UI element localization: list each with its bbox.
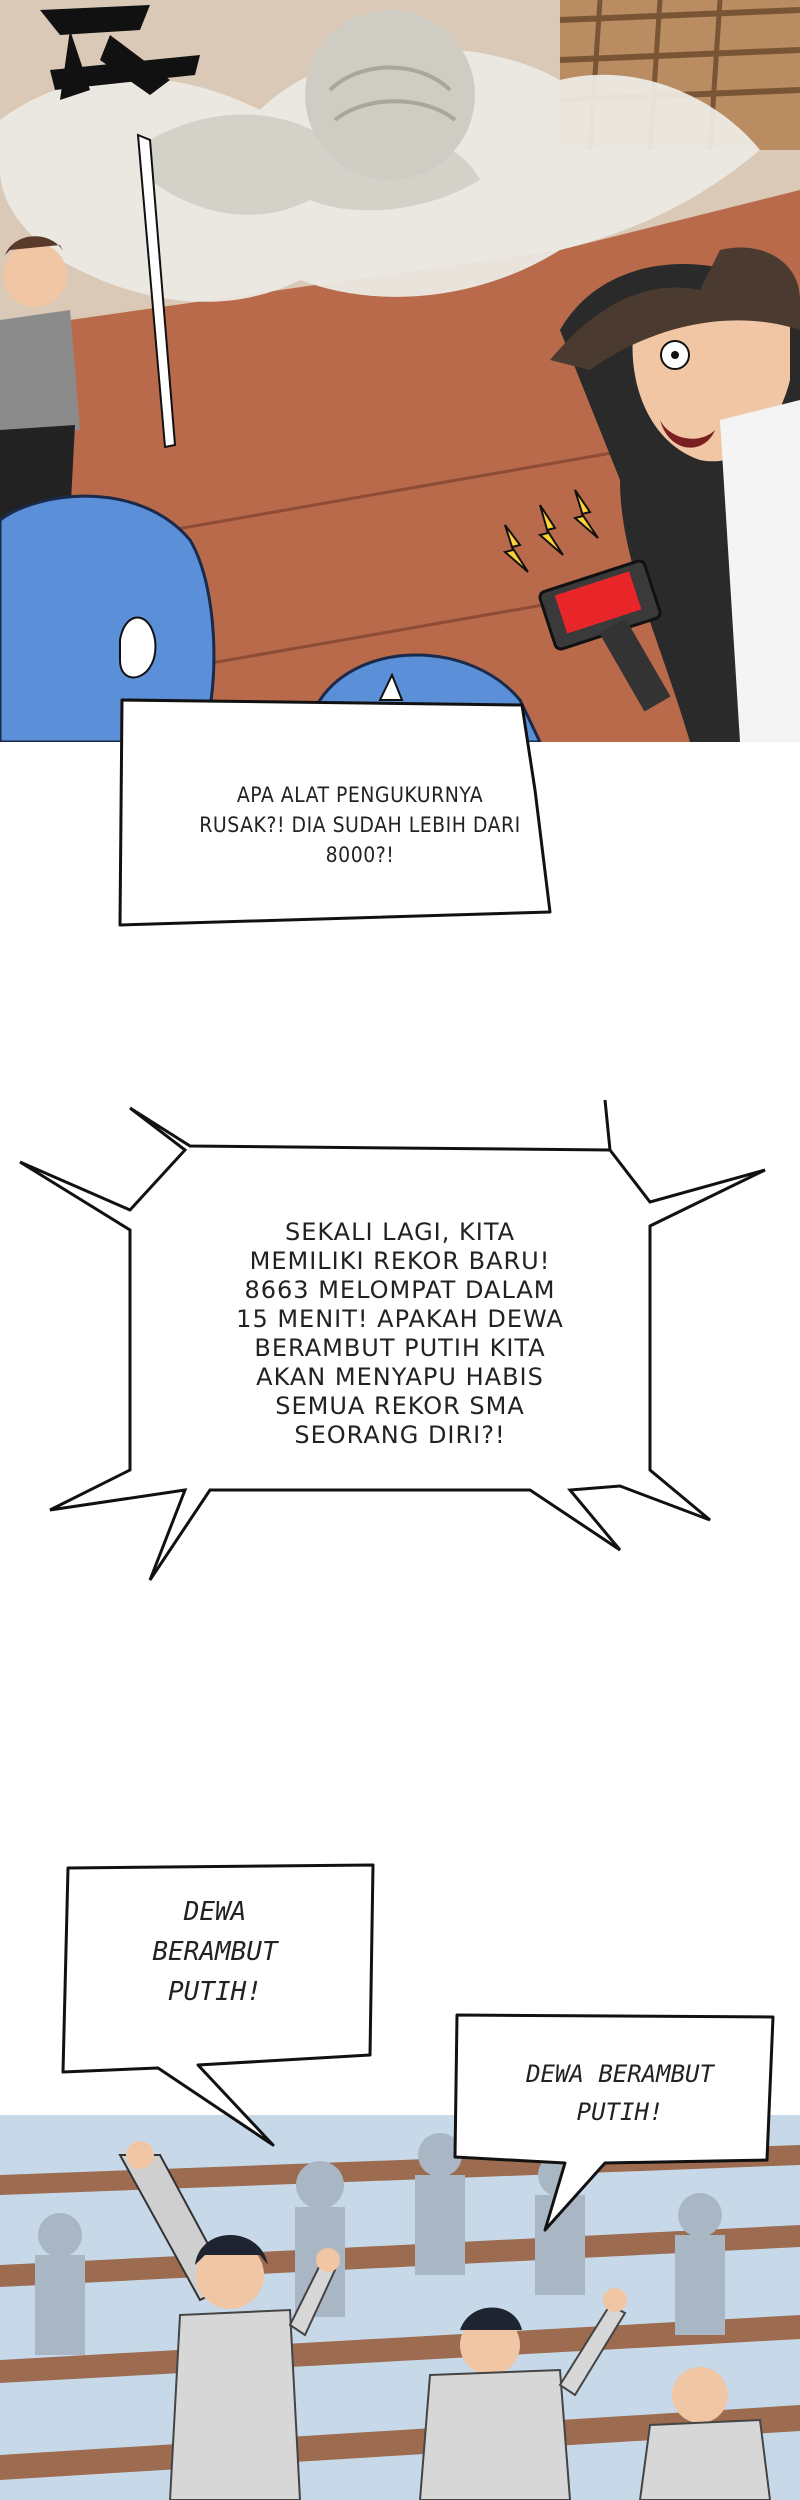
bubble-chant-left-text: DEWA BERAMBUT PUTIH! xyxy=(152,1897,278,2007)
top-scene xyxy=(0,0,800,742)
bubble-announce-text: SEKALI LAGI, KITA MEMILIKI REKOR BARU! 8663 MELOMPAT DALAM 15 MENIT! APAKAH DEWA BERAMBUT PUTIH KITA AKAN MENYAPU HABIS SEMUA REKOR SMA SEORANG DIRI?! xyxy=(236,1218,564,1449)
bubble-measure-text: APA ALAT PENGUKURNYA RUSAK?! DIA SUDAH LEBIH DARI 8000?! xyxy=(199,783,521,867)
illustration-panel-top xyxy=(0,0,800,742)
bubble-chant-right-text: DEWA BERAMBUT PUTIH! xyxy=(526,2060,714,2126)
